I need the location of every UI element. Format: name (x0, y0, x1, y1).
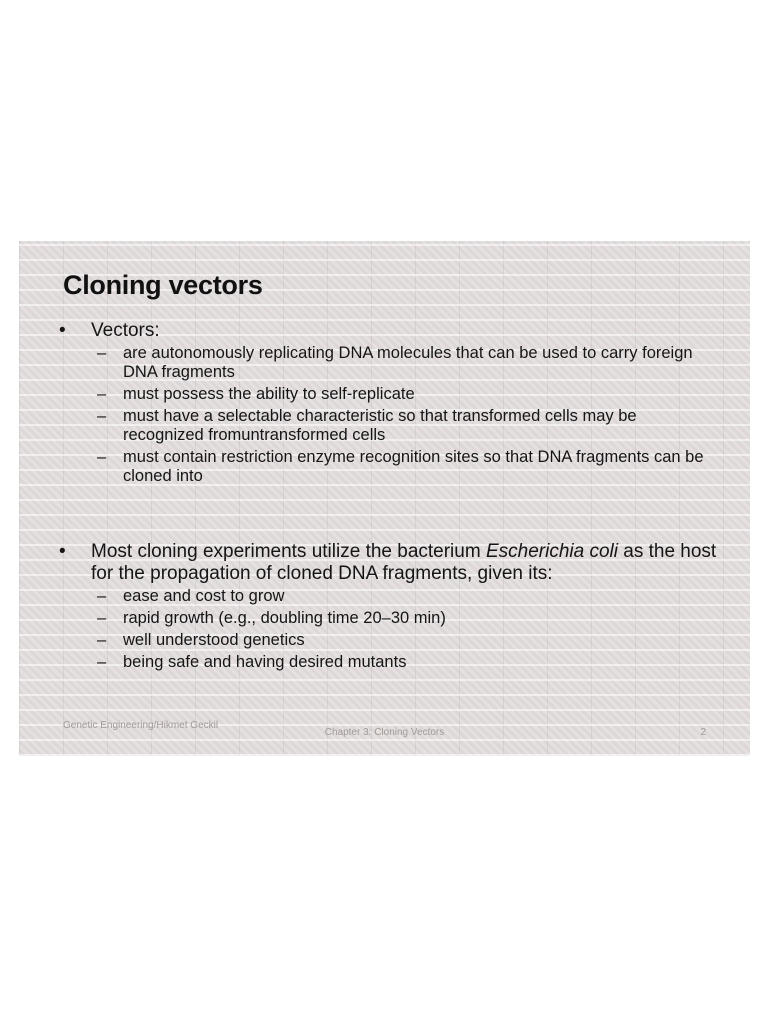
sub-bullet-item (59, 448, 719, 486)
sub-bullet-item (59, 344, 719, 382)
bullet-ecoli (59, 541, 719, 675)
sub-bullet-list (59, 587, 719, 672)
sub-bullet-text: well understood genetics (123, 631, 305, 649)
slide (19, 241, 750, 756)
dash-icon: – (97, 587, 107, 605)
sub-bullet-list (59, 344, 719, 486)
species-name: Escherichia coli (485, 541, 618, 562)
sub-bullet-text: must contain restriction enzyme recognition sites so that DNA fragments can be cloned into (123, 448, 704, 485)
sub-bullet-text: being safe and having desired mutants (123, 653, 407, 671)
dash-icon: – (97, 344, 107, 362)
footer-page-number: 2 (700, 727, 706, 738)
sub-bullet-item (59, 407, 719, 445)
sub-bullet-text: rapid growth (e.g., doubling time 20–30 min) (123, 609, 446, 627)
bullet-item (59, 320, 719, 342)
sub-bullet-text: ease and cost to grow (123, 587, 285, 605)
dash-icon: – (97, 448, 107, 466)
bullet-icon: • (59, 320, 66, 341)
footer-chapter: Chapter 3: Cloning Vectors (324, 727, 445, 738)
bullet-icon: • (59, 541, 66, 562)
bullet-vectors (59, 320, 719, 489)
sub-bullet-text: must possess the ability to self-replicate (123, 385, 415, 403)
slide-title: Cloning vectors (63, 270, 263, 300)
dash-icon: – (97, 653, 107, 671)
sub-bullet-item (59, 385, 719, 404)
sub-bullet-text: are autonomously replicating DNA molecules that can be used to carry foreign DNA fragments (123, 344, 693, 381)
bullet-text-before: Most cloning experiments utilize the bacterium (91, 541, 486, 562)
bullet-text-after: as the host for the propagation of cloned DNA fragments, given its: (91, 541, 717, 584)
bullet-item (59, 541, 719, 585)
bullet-text: Vectors: (91, 320, 160, 341)
dash-icon: – (97, 407, 107, 425)
footer-author: Genetic Engineering/Hikmet Geckil (63, 720, 219, 731)
sub-bullet-item (59, 631, 719, 650)
sub-bullet-item (59, 653, 719, 672)
dash-icon: – (97, 609, 107, 627)
sub-bullet-item (59, 609, 719, 628)
dash-icon: – (97, 631, 107, 649)
sub-bullet-text: must have a selectable characteristic so that transformed cells may be recognized fromuntransformed cells (123, 407, 637, 444)
sub-bullet-item (59, 587, 719, 606)
dash-icon: – (97, 385, 107, 403)
